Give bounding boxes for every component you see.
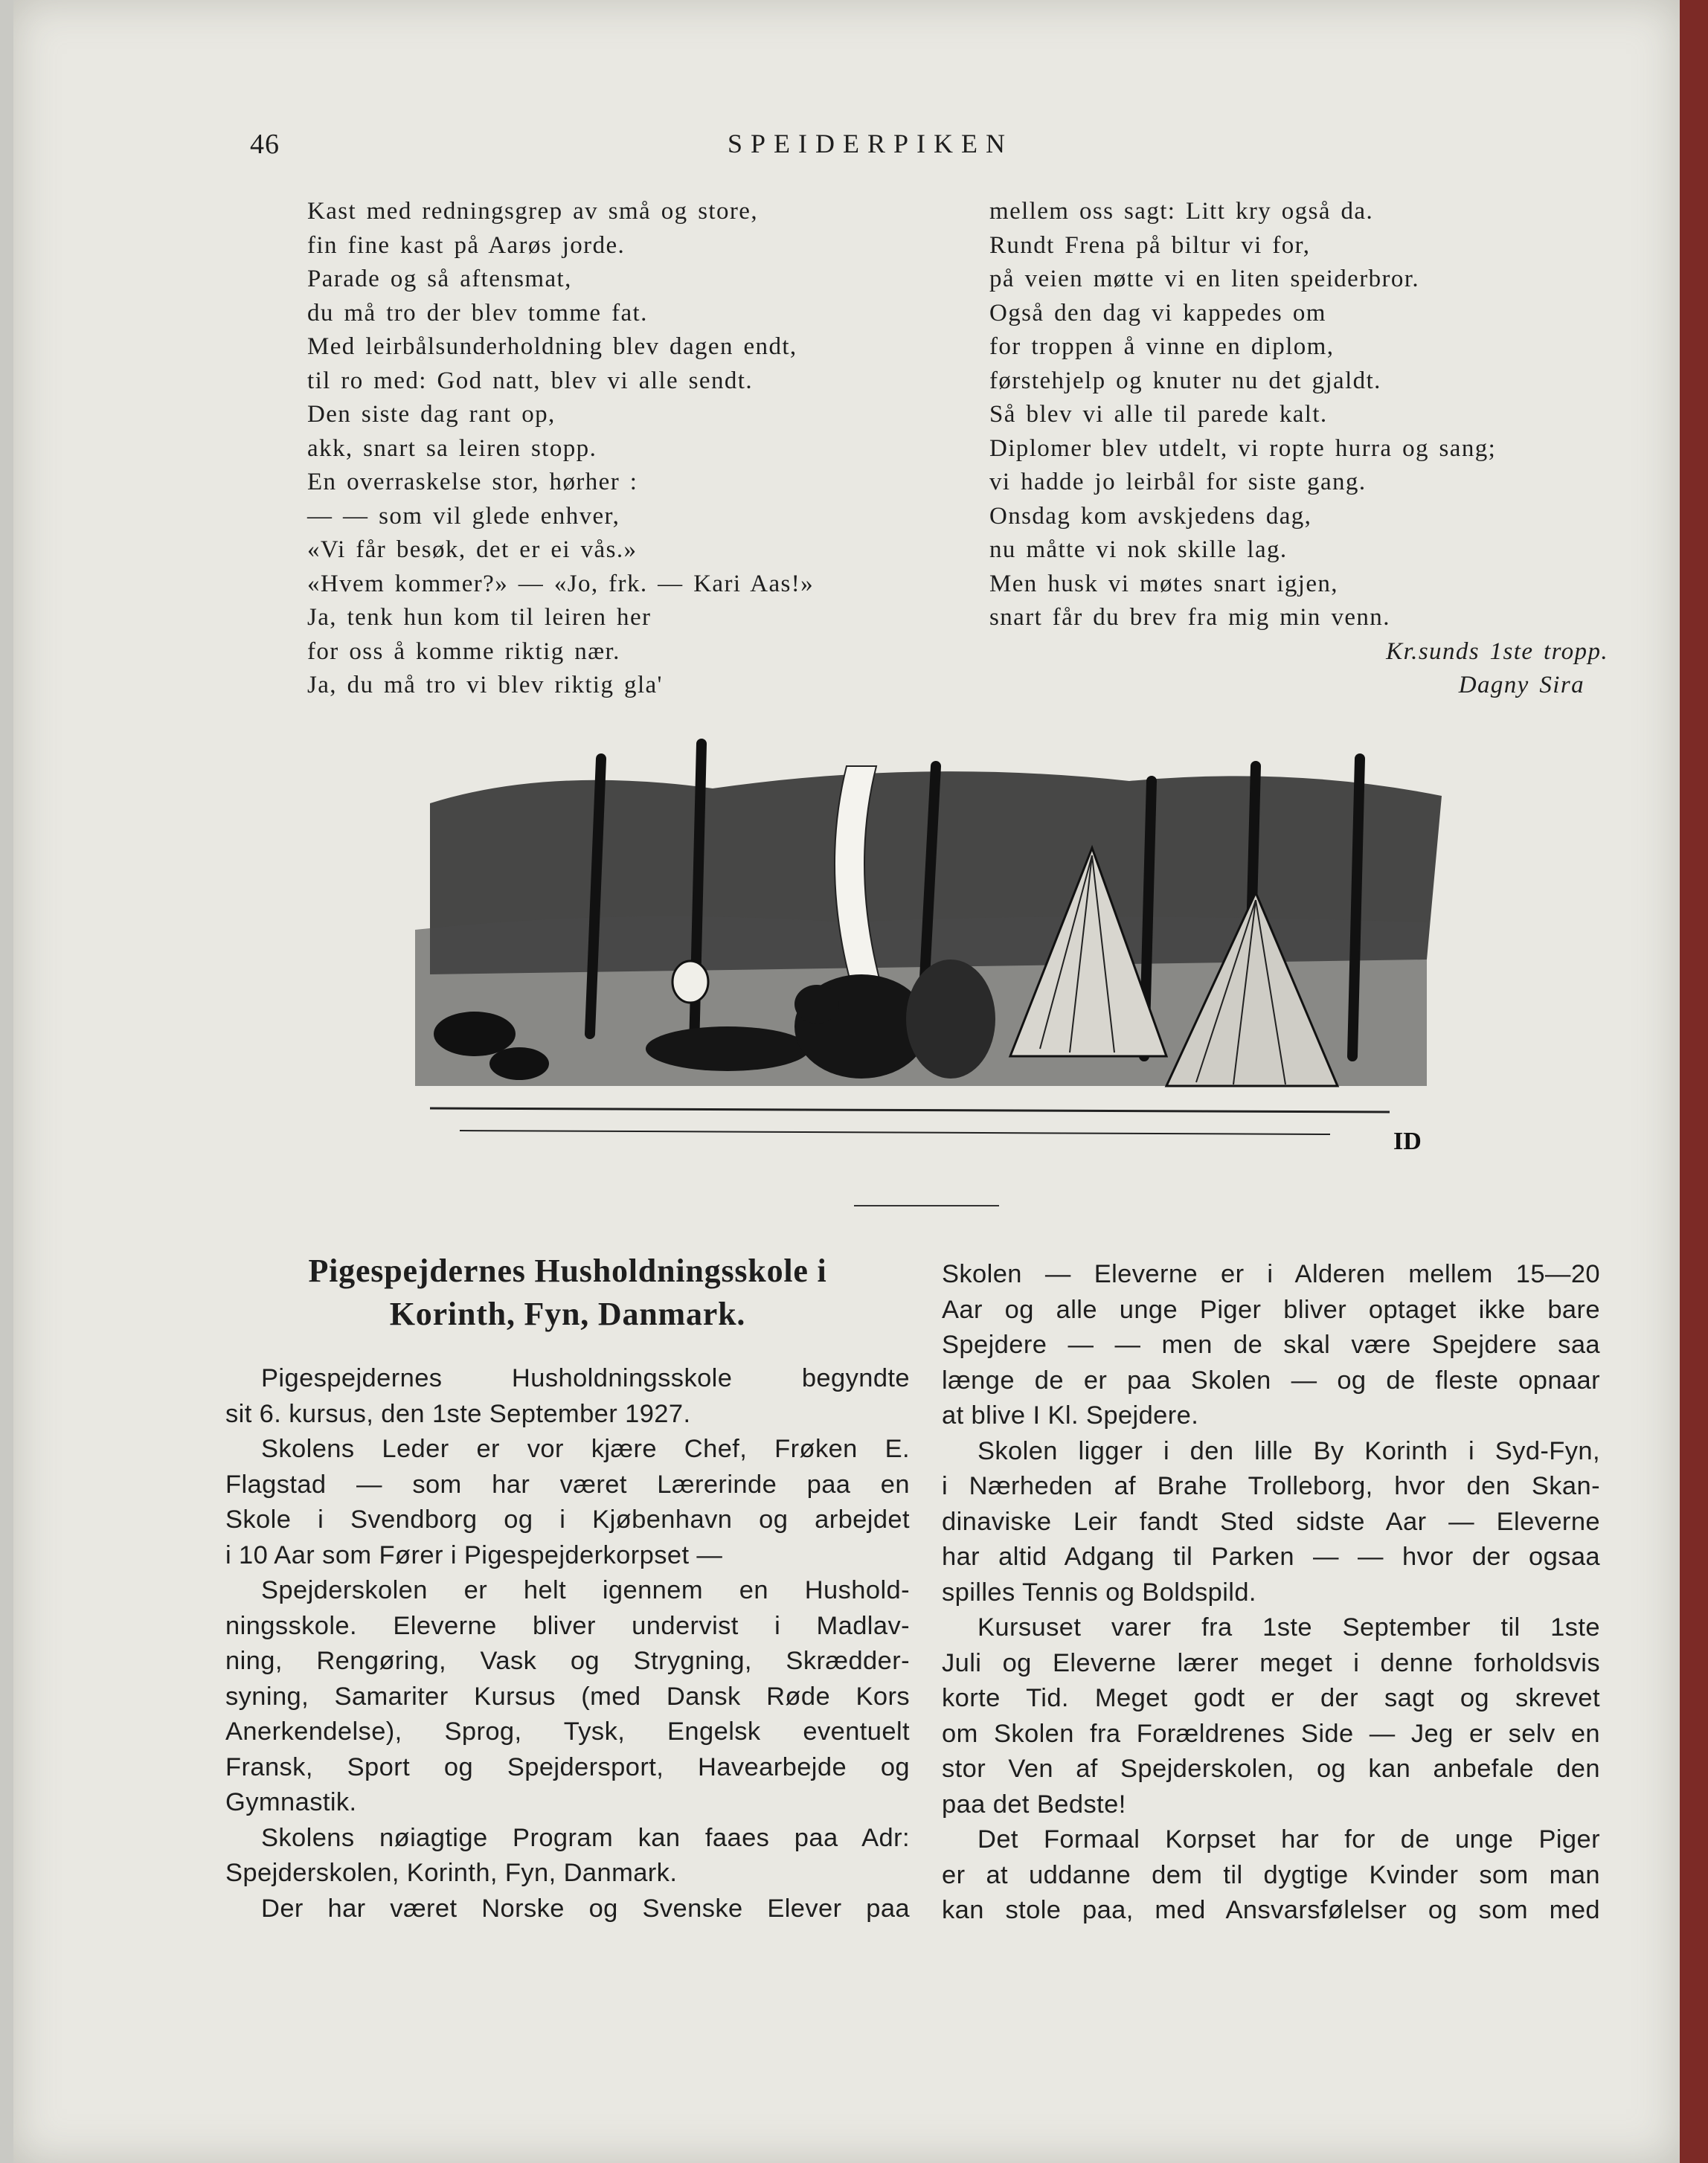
article-line: i Nærheden af Brahe Trolleborg, hvor den Skan- (942, 1472, 1600, 1500)
poem-column-right (989, 195, 1614, 703)
article-column-left (225, 1361, 910, 1926)
article-line: syning, Samariter Kursus (med Dansk Røde Kors (225, 1682, 910, 1711)
poem-line: til ro med: God natt, blev vi alle sendt. (307, 367, 753, 394)
poem-line: Så blev vi alle til parede kalt. (989, 401, 1328, 428)
article-line: korte Tid. Meget godt er der sagt og skrevet (942, 1684, 1600, 1712)
article-line: Spejderskolen er helt igennem en Hushold- (261, 1576, 910, 1604)
poem-line: — — som vil glede enhver, (307, 502, 620, 530)
poem-signature-author: Dagny Sira (1458, 672, 1585, 698)
article-line: om Skolen fra Forældrenes Side — Jeg er selv en (942, 1719, 1600, 1748)
article-title-line-2: Korinth, Fyn, Danmark. (389, 1296, 746, 1332)
poem-line: «Vi får besøk, det er ei vås.» (307, 536, 638, 563)
article-line: Spejderskolen, Korinth, Fyn, Danmark. (225, 1859, 678, 1887)
article-line: Skolens nøiagtige Program kan faaes paa Adr: (261, 1823, 910, 1852)
poem-line: mellem oss sagt: Litt kry også da. (989, 198, 1374, 225)
poem-line: Også den dag vi kappedes om (989, 299, 1326, 327)
article-line: kan stole paa, med Ansvarsfølelser og som med (942, 1896, 1600, 1924)
article-line: paa det Bedste! (942, 1790, 1126, 1819)
poem-line: Diplomer blev utdelt, vi ropte hurra og sang; (989, 434, 1497, 462)
poem-line: fin fine kast på Aarøs jorde. (307, 231, 626, 259)
article-line: Skole i Svendborg og i Kjøbenhavn og arbejdet (225, 1505, 910, 1534)
article-line: Fransk, Sport og Spejdersport, Havearbejde og (225, 1752, 910, 1781)
article-line: ningsskole. Eleverne bliver undervist i Madlav- (225, 1611, 910, 1640)
poem-line: snart får du brev fra mig min venn. (989, 604, 1390, 631)
poem-line: Onsdag kom avskjedens dag, (989, 502, 1312, 530)
poem-line: Men husk vi møtes snart igjen, (989, 570, 1338, 597)
article-line: stor Ven af Spejderskolen, og kan anbefale den (942, 1755, 1600, 1783)
poem-line: Med leirbålsunderholdning blev dagen endt, (307, 333, 797, 360)
article-title (225, 1250, 910, 1336)
poem-line: førstehjelp og knuter nu det gjaldt. (989, 367, 1381, 394)
article-line: har altid Adgang til Parken — — hvor der ogsaa (942, 1543, 1600, 1571)
article-column-right (942, 1257, 1600, 1929)
article-line: længe de er paa Skolen — og de fleste opnaar (942, 1366, 1600, 1395)
poem-line: vi hadde jo leirbål for siste gang. (989, 469, 1367, 495)
article-line: dinaviske Leir fandt Sted sidste Aar — Eleverne (942, 1507, 1600, 1536)
poem-line: En overraskelse stor, hørher : (307, 469, 638, 495)
article-line: Juli og Eleverne lærer meget i denne forholdsvis (942, 1648, 1600, 1677)
poem-line: Kast med redningsgrep av små og store, (307, 198, 758, 225)
poem-signature-troop: Kr.sunds 1ste tropp. (1386, 637, 1608, 665)
poem-line: «Hvem kommer?» — «Jo, frk. — Kari Aas!» (307, 570, 815, 597)
artist-monogram: ID (1393, 1128, 1422, 1155)
poem-line: Rundt Frena på biltur vi for, (989, 231, 1311, 259)
article-line: Skolens Leder er vor kjære Chef, Frøken E. (261, 1435, 910, 1463)
poem-line: Den siste dag rant op, (307, 401, 556, 428)
section-separator (854, 1205, 999, 1206)
poem-line: du må tro der blev tomme fat. (307, 299, 648, 327)
article-line: ning, Rengøring, Vask og Strygning, Skrædder- (225, 1647, 910, 1675)
article-line: Det Formaal Korpset har for de unge Piger (977, 1825, 1600, 1854)
article-line: Anerkendelse), Sprog, Tysk, Engelsk eventuelt (225, 1717, 910, 1746)
poem-line: Ja, du må tro vi blev riktig gla' (307, 672, 663, 698)
article-line: Gymnastik. (225, 1788, 357, 1816)
poem-line: på veien møtte vi en liten speiderbror. (989, 266, 1420, 292)
poem-line: for oss å komme riktig nær. (307, 637, 620, 665)
poem-line: Parade og så aftensmat, (307, 266, 572, 292)
poem-line: Ja, tenk hun kom til leiren her (307, 604, 652, 631)
article-line: Pigespejdernes Husholdningsskole begyndte (261, 1364, 910, 1392)
article-line: Kursuset varer fra 1ste September til 1ste (977, 1613, 1600, 1642)
poem-line: nu måtte vi nok skille lag. (989, 536, 1288, 563)
article-line: Der har været Norske og Svenske Elever paa (261, 1894, 910, 1923)
article-line: Aar og alle unge Piger bliver optaget ikke bare (942, 1295, 1600, 1324)
article-line: i 10 Aar som Fører i Pigespejderkorpset — (225, 1540, 723, 1569)
running-title: SPEIDERPIKEN (728, 129, 1014, 158)
article-line: spilles Tennis og Boldspild. (942, 1578, 1256, 1607)
magazine-page (13, 0, 1680, 2163)
article-line: Skolen ligger i den lille By Korinth i Syd-Fyn, (977, 1436, 1600, 1465)
page-edge-strip (1680, 0, 1708, 2163)
article-title-line-1: Pigespejdernes Husholdningsskole i (308, 1253, 827, 1289)
poem-line: akk, snart sa leiren stopp. (307, 434, 597, 462)
page-number: 46 (250, 129, 280, 160)
article-line: Skolen — Eleverne er i Alderen mellem 15—20 (942, 1260, 1600, 1288)
campfire-camp-illustration (400, 736, 1457, 1168)
article-line: Spejdere — — men de skal være Spejdere saa (942, 1331, 1600, 1359)
poem-column-left (307, 195, 947, 703)
poem-line: for troppen å vinne en diplom, (989, 333, 1335, 360)
article-line: at blive I Kl. Spejdere. (942, 1401, 1199, 1430)
article-line: Flagstad — som har været Lærerinde paa en (225, 1470, 910, 1499)
article-line: er at uddanne dem til dygtige Kvinder som man (942, 1860, 1600, 1889)
article-line: sit 6. kursus, den 1ste September 1927. (225, 1399, 691, 1428)
